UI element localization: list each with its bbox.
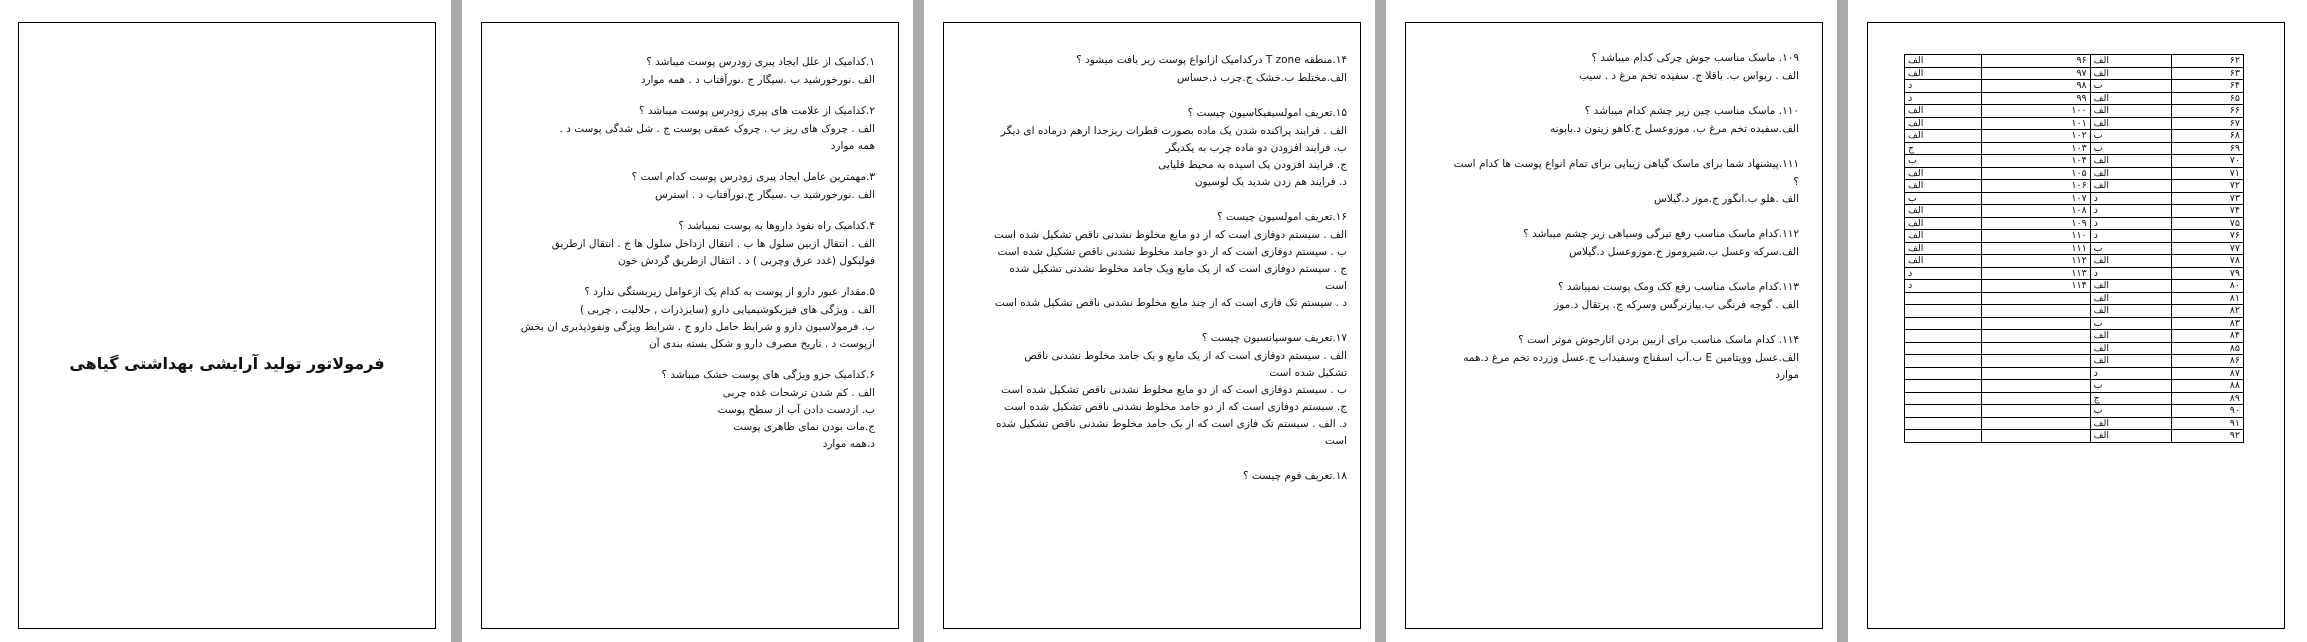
table-cell: ۶۷ — [2171, 117, 2243, 130]
table-cell: الف — [1905, 230, 1982, 243]
table-cell: الف — [2090, 92, 2171, 105]
table-row — [1905, 292, 2244, 305]
answer-key-table — [1904, 54, 2244, 443]
table-cell: ب — [2090, 142, 2171, 155]
table-cell: ب — [2090, 317, 2171, 330]
table-cell — [1981, 417, 2090, 430]
table-cell: ۹۰ — [2171, 405, 2243, 418]
table-cell — [1981, 330, 2090, 343]
table-row — [1905, 355, 2244, 368]
table-cell: الف — [2090, 105, 2171, 118]
table-cell: الف — [2090, 355, 2171, 368]
question-text: ۴.کدامیک راه نفوذ داروها به پوست نمیباشد ؟ — [678, 220, 875, 232]
table-cell: الف — [1905, 55, 1982, 68]
answer-option: ج.مات بودن نمای ظاهری پوست — [733, 421, 875, 433]
table-cell: ۸۲ — [2171, 305, 2243, 318]
answer-option: الف . انتقال ازبین سلول ها ب . انتقال ازداخل سلول ها ج . انتقال ازطریق — [551, 238, 875, 250]
table-cell — [1905, 305, 1982, 318]
table-cell: د — [1905, 92, 1982, 105]
question-item — [962, 209, 1347, 312]
answer-option: د. فرایند هم زدن شدید یک لوسیون — [1194, 176, 1347, 188]
table-cell: الف — [2090, 55, 2171, 68]
table-cell — [1905, 417, 1982, 430]
table-cell: ۹۲ — [2171, 430, 2243, 443]
answer-option: ب. فرمولاسیون دارو و شرایط حامل دارو ج . شرایط ویژگی ونفوذپذیری ان بخش — [520, 321, 875, 333]
answer-option: همه موارد — [830, 140, 875, 152]
answer-option: الف.مختلط ب.خشک ج.چرب د.حساس — [1177, 72, 1347, 84]
table-cell — [1981, 317, 2090, 330]
table-cell: ۱۱۳ — [1981, 267, 2090, 280]
table-cell — [1905, 380, 1982, 393]
question-item — [1424, 50, 1799, 85]
cover-title: فرمولاتور تولید آرایشی بهداشتی گیاهی — [69, 354, 385, 373]
answer-option: موارد — [1775, 369, 1799, 381]
answer-option: است — [1324, 435, 1347, 447]
question-text: ۱۱۰. ماسک مناسب چین زیر چشم کدام میباشد ؟ — [1584, 105, 1799, 117]
table-cell: الف — [1905, 167, 1982, 180]
question-item — [500, 103, 875, 155]
answer-option: است — [1324, 280, 1347, 292]
table-cell: الف — [2090, 292, 2171, 305]
table-cell: ۸۵ — [2171, 342, 2243, 355]
table-cell: ۱۱۲ — [1981, 255, 2090, 268]
question-text: ۱.کدامیک از علل ایجاد پیری زودرس پوست میباشد ؟ — [646, 56, 875, 68]
table-cell: الف — [1905, 242, 1982, 255]
table-row — [1905, 305, 2244, 318]
answer-option: الف . ویژگی های فیزیکوشیمیایی دارو (سایزذرات , حلالیت , چربی ) — [580, 304, 875, 316]
question-item — [1424, 103, 1799, 138]
page-1 — [0, 0, 451, 642]
table-cell: ۸۶ — [2171, 355, 2243, 368]
table-row — [1905, 317, 2244, 330]
table-cell: ۶۵ — [2171, 92, 2243, 105]
table-cell — [1905, 355, 1982, 368]
table-cell: د — [2090, 267, 2171, 280]
question-text: ۱۱۴. کدام ماسک مناسب برای ازبین بردن اثارجوش موثر است ؟ — [1518, 334, 1799, 346]
table-cell: الف — [1905, 205, 1982, 218]
table-cell: ۸۱ — [2171, 292, 2243, 305]
answer-option: الف .نورخورشید ب .سیگار ج.نورآفتاب د . استرس — [654, 189, 875, 201]
table-cell: الف — [1905, 130, 1982, 143]
table-cell: الف — [2090, 305, 2171, 318]
table-cell: د — [1905, 80, 1982, 93]
page-5 — [1848, 0, 2307, 642]
answer-option: ازپوست د . تاریخ مصرف دارو و شکل بسته بندی آن — [648, 338, 875, 350]
table-cell: ۶۹ — [2171, 142, 2243, 155]
answer-option: الف.سفیده تخم مرغ ب. موزوعسل ج.کاهو زیتون د.بابونه — [1550, 123, 1799, 135]
table-cell: ۸۰ — [2171, 280, 2243, 293]
answer-option: الف . سیستم دوفازی است که از دو مایع مخلوط نشدنی ناقص تشکیل شده است — [993, 229, 1347, 241]
table-row — [1905, 105, 2244, 118]
table-cell: د — [2090, 230, 2171, 243]
table-cell: الف — [2090, 330, 2171, 343]
table-cell: ۹۶ — [1981, 55, 2090, 68]
answer-option: الف . کم شدن ترشحات غده چربی — [722, 387, 875, 399]
table-cell: د — [2090, 205, 2171, 218]
answer-option: الف . سیستم دوفازی است که از یک مایع و یک جامد مخلوط نشدنی ناقص — [1024, 350, 1347, 362]
answer-option: ب. ازدست دادن آب از سطح پوست — [717, 404, 875, 416]
answer-option: الف .نورخورشید ب .سیگار ج .نورآفتاب د . همه موارد — [640, 74, 875, 86]
question-text: ۶.کدامیک جزو ویژگی های پوست خشک میباشد ؟ — [661, 369, 875, 381]
table-cell: ۱۰۵ — [1981, 167, 2090, 180]
table-cell: الف — [1905, 105, 1982, 118]
answer-option: ب. فرایند افزودن دو ماده چرب به یکدیگر — [1165, 142, 1347, 154]
table-cell: ۱۰۶ — [1981, 180, 2090, 193]
table-cell — [1981, 305, 2090, 318]
table-cell: ۱۱۱ — [1981, 242, 2090, 255]
table-cell: الف — [1905, 180, 1982, 193]
table-cell: ب — [1905, 155, 1982, 168]
table-cell: الف — [1905, 67, 1982, 80]
table-cell — [1905, 405, 1982, 418]
question-text: ۱۶.تعریف امولسیون چیست ؟ — [1217, 211, 1347, 223]
table-row — [1905, 280, 2244, 293]
table-cell — [1981, 367, 2090, 380]
answer-option: الف . ریواس ب. باقلا ج. سفیده تخم مرغ د . سیب — [1579, 70, 1799, 82]
table-cell: د — [1905, 280, 1982, 293]
table-cell: الف — [2090, 255, 2171, 268]
table-cell: ۱۰۴ — [1981, 155, 2090, 168]
question-item — [962, 468, 1347, 485]
table-cell: الف — [2090, 417, 2171, 430]
table-cell — [1905, 317, 1982, 330]
table-cell — [1905, 330, 1982, 343]
table-cell: ب — [1905, 192, 1982, 205]
table-row — [1905, 142, 2244, 155]
table-cell: ۷۷ — [2171, 242, 2243, 255]
table-cell: د — [2090, 192, 2171, 205]
table-row — [1905, 92, 2244, 105]
question-text: ۲.کدامیک از علامت های پیری زودرس پوست میباشد ؟ — [638, 105, 875, 117]
table-row — [1905, 430, 2244, 443]
question-item — [500, 367, 875, 453]
table-cell: ۱۱۴ — [1981, 280, 2090, 293]
table-cell: ۸۷ — [2171, 367, 2243, 380]
table-cell: ۹۸ — [1981, 80, 2090, 93]
table-cell — [1905, 367, 1982, 380]
answer-option: تشکیل شده است — [1269, 367, 1347, 379]
table-cell: ۷۱ — [2171, 167, 2243, 180]
table-cell: د — [1905, 267, 1982, 280]
question-item — [962, 52, 1347, 87]
table-row — [1905, 367, 2244, 380]
table-cell: الف — [2090, 117, 2171, 130]
question-item — [500, 169, 875, 204]
table-cell: ۶۴ — [2171, 80, 2243, 93]
table-cell: د — [2090, 367, 2171, 380]
question-block-page-2 — [500, 54, 875, 467]
question-text: ۱۱۲.کدام ماسک مناسب رفع تیرگی وسیاهی زیر چشم میباشد ؟ — [1523, 228, 1799, 240]
answer-option: ج. فرایند افزودن یک اسیده به محیط قلیایی — [1158, 159, 1347, 171]
table-cell: ج — [2090, 392, 2171, 405]
table-cell: ۱۰۳ — [1981, 142, 2090, 155]
answer-option: الف .هلو ب.انگور ج.موز د.گیلاس — [1654, 193, 1799, 205]
table-cell: الف — [2090, 342, 2171, 355]
table-cell — [1905, 292, 1982, 305]
table-row — [1905, 55, 2244, 68]
table-cell: الف — [1905, 255, 1982, 268]
table-cell: الف — [2090, 430, 2171, 443]
table-cell: ب — [2090, 80, 2171, 93]
table-cell — [1905, 430, 1982, 443]
table-row — [1905, 130, 2244, 143]
answer-option: ج. سیستم دوفازی است که از دو جامد مخلوط نشدنی ناقص تشکیل شده است — [1004, 401, 1347, 413]
table-cell — [1981, 430, 2090, 443]
table-row — [1905, 392, 2244, 405]
table-cell: ۱۰۱ — [1981, 117, 2090, 130]
table-row — [1905, 330, 2244, 343]
table-cell: ۹۹ — [1981, 92, 2090, 105]
table-cell: ۶۲ — [2171, 55, 2243, 68]
answer-option: الف.سرکه وعسل ب.شیروموز ج.موزوعسل د.گیلاس — [1569, 246, 1799, 258]
question-text: ۱۵.تعریف امولسیفیکاسیون چیست ؟ — [1187, 107, 1347, 119]
table-row — [1905, 217, 2244, 230]
answer-option: الف . چروک های ریز ب . چروک عمقی پوست ج . شل شدگی پوست د . — [559, 123, 875, 135]
answer-option: د . سیستم تک فازی است که از چند مایع مخلوط نشدنی ناقص تشکیل شده است — [994, 297, 1347, 309]
answer-option: ؟ — [1793, 176, 1799, 188]
table-cell — [1981, 380, 2090, 393]
table-row — [1905, 267, 2244, 280]
table-row — [1905, 192, 2244, 205]
answer-option: د.همه موارد — [822, 438, 875, 450]
table-cell: ۷۸ — [2171, 255, 2243, 268]
table-cell: ۹۷ — [1981, 67, 2090, 80]
table-cell: ۷۶ — [2171, 230, 2243, 243]
question-block-page-4 — [1424, 50, 1799, 402]
question-text: ۱۷.تعریف سوسپانسیون چیست ؟ — [1201, 332, 1347, 344]
table-cell: ۷۵ — [2171, 217, 2243, 230]
question-item — [500, 54, 875, 89]
table-row — [1905, 117, 2244, 130]
table-cell: ۶۶ — [2171, 105, 2243, 118]
answer-option: د. الف . سیستم تک فازی است که از یک جامد مخلوط نشدنی ناقص تشکیل شده — [995, 418, 1347, 430]
question-item — [500, 284, 875, 353]
table-cell: ۱۰۸ — [1981, 205, 2090, 218]
question-item — [1424, 279, 1799, 314]
table-cell: ۷۴ — [2171, 205, 2243, 218]
table-cell: ۱۱۰ — [1981, 230, 2090, 243]
answer-option: الف . فرایند پراکنده شدن یک ماده بصورت قطرات ریزجدا ازهم درماده ای دیگر — [1000, 125, 1347, 137]
answer-option: فولیکول (غدد عرق وچربی ) د . انتقال ازطریق گردش خون — [617, 255, 875, 267]
table-cell — [1981, 342, 2090, 355]
table-cell: ۸۸ — [2171, 380, 2243, 393]
table-cell: د — [2090, 217, 2171, 230]
answer-option: ب . سیستم دوفازی است که از دو جامد مخلوط نشدنی ناقص تشکیل شده است — [997, 246, 1347, 258]
table-row — [1905, 167, 2244, 180]
question-text: ۱۸.تعریف فوم چیست ؟ — [1242, 470, 1347, 482]
table-cell: ۱۰۹ — [1981, 217, 2090, 230]
page-2 — [462, 0, 913, 642]
question-item — [1424, 226, 1799, 261]
table-cell: الف — [2090, 280, 2171, 293]
table-row — [1905, 67, 2244, 80]
question-text: ۱۴.منطقه T zone درکدامیک ازانواع پوست زیر یافت میشود ؟ — [1076, 54, 1347, 66]
page-3 — [924, 0, 1375, 642]
table-row — [1905, 255, 2244, 268]
table-cell — [1905, 392, 1982, 405]
table-cell — [1981, 392, 2090, 405]
table-row — [1905, 342, 2244, 355]
question-block-page-3 — [962, 52, 1347, 503]
table-cell: ۹۱ — [2171, 417, 2243, 430]
table-cell: ۷۰ — [2171, 155, 2243, 168]
table-row — [1905, 230, 2244, 243]
page-4 — [1386, 0, 1837, 642]
question-item — [1424, 332, 1799, 384]
question-item — [962, 330, 1347, 450]
table-cell: ۸۳ — [2171, 317, 2243, 330]
table-cell: ب — [2090, 380, 2171, 393]
table-cell: ۷۳ — [2171, 192, 2243, 205]
table-cell — [1981, 292, 2090, 305]
table-cell: ب — [2090, 405, 2171, 418]
table-cell — [1981, 405, 2090, 418]
table-cell — [1981, 355, 2090, 368]
table-cell: ۷۹ — [2171, 267, 2243, 280]
answer-option: ب . سیستم دوفازی است که از دو مایع مخلوط نشدنی ناقص تشکیل شده است — [1001, 384, 1347, 396]
table-cell: ۸۹ — [2171, 392, 2243, 405]
table-cell: الف — [2090, 67, 2171, 80]
table-cell: الف — [1905, 217, 1982, 230]
table-cell: ب — [2090, 242, 2171, 255]
question-item — [500, 218, 875, 270]
table-cell: ۱۰۷ — [1981, 192, 2090, 205]
table-cell: ۱۰۰ — [1981, 105, 2090, 118]
table-row — [1905, 417, 2244, 430]
table-cell: ۷۲ — [2171, 180, 2243, 193]
table-cell: ۶۸ — [2171, 130, 2243, 143]
table-cell: ب — [2090, 130, 2171, 143]
table-row — [1905, 205, 2244, 218]
table-row — [1905, 242, 2244, 255]
question-text: ۱۱۳.کدام ماسک مناسب رفع کک ومک پوست نمیباشد ؟ — [1557, 281, 1799, 293]
answer-option: الف . گوجه فرنگی ب.پیازنرگس وسرکه ج. پرتقال د.موز — [1554, 299, 1799, 311]
table-cell: ج — [1905, 142, 1982, 155]
table-row — [1905, 380, 2244, 393]
question-text: ۱۱۱.پیشنهاد شما برای ماسک گیاهی زیبایی برای تمام انواع پوست ها کدام است — [1453, 158, 1799, 170]
page-1-border — [18, 22, 436, 629]
question-text: ۱۰۹. ماسک مناسب جوش چرکی کدام میباشد ؟ — [1591, 52, 1799, 64]
table-cell: ۶۳ — [2171, 67, 2243, 80]
table-cell: الف — [1905, 117, 1982, 130]
answer-option: ج . سیستم دوفازی است که از یک مایع ویک جامد مخلوط نشدنی تشکیل شده — [1009, 263, 1347, 275]
question-item — [1424, 156, 1799, 208]
question-item — [962, 105, 1347, 191]
table-row — [1905, 80, 2244, 93]
table-row — [1905, 180, 2244, 193]
table-cell: الف — [2090, 155, 2171, 168]
table-cell — [1905, 342, 1982, 355]
table-cell: ۱۰۲ — [1981, 130, 2090, 143]
table-cell: الف — [2090, 167, 2171, 180]
question-text: ۵.مقدار عبور دارو از پوست به کدام یک ازعوامل زیربستگی ندارد ؟ — [584, 286, 875, 298]
question-text: ۳.مهمترین عامل ایجاد پیری زودرس پوست کدام است ؟ — [631, 171, 875, 183]
table-cell: ۸۴ — [2171, 330, 2243, 343]
answer-option: الف.عسل وویتامین E ب.آب اسفناج وسفیداب ج.عسل وزرده تخم مرغ د.همه — [1463, 352, 1799, 364]
table-cell: الف — [2090, 180, 2171, 193]
table-row — [1905, 405, 2244, 418]
table-row — [1905, 155, 2244, 168]
